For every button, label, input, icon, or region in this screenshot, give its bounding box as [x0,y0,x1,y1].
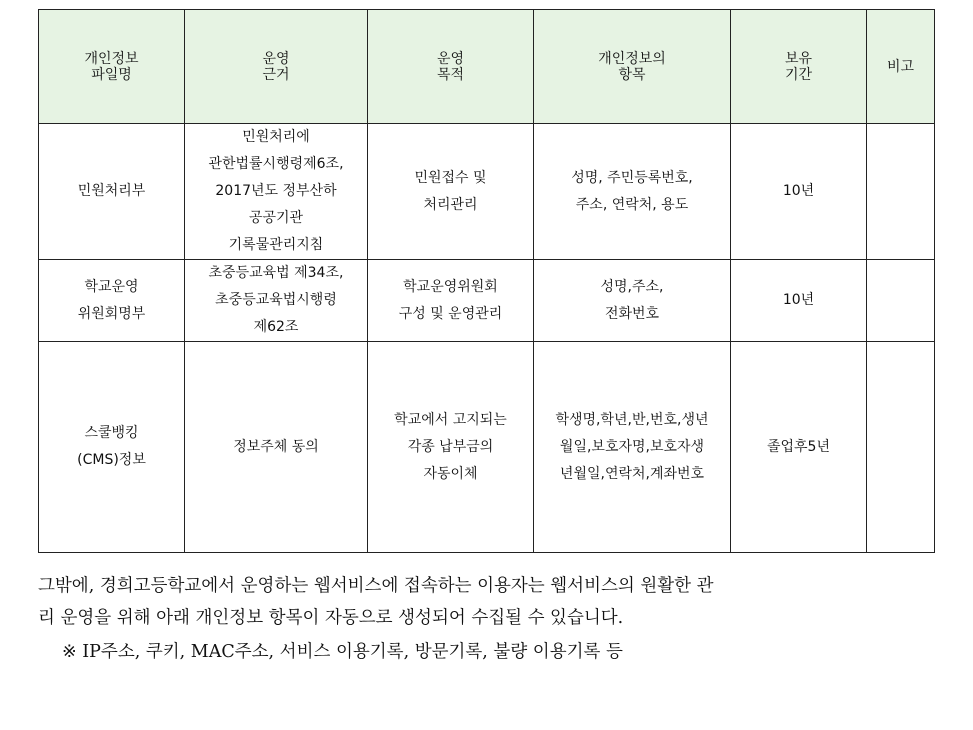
footer-paragraph-line: 그밖에, 경희고등학교에서 운영하는 웹서비스에 접속하는 이용자는 웹서비스의 원활한 관 [38,576,714,596]
cell-line: 자동이체 [423,465,478,482]
table-header-row [39,10,935,124]
cell-line: 월일,보호자명,보호자생 [559,438,705,455]
cell-line: 년월일,연락처,계좌번호 [559,465,705,482]
header-line: 기간 [784,66,813,83]
header-line: 근거 [262,66,290,83]
cell-line: 스쿨뱅킹 [84,425,139,441]
cell-retention [731,124,867,260]
footer-note: ※ IP주소, 쿠키, MAC주소, 서비스 이용기록, 방문기록, 불량 이용기록 등 [62,642,623,662]
cell-line: 제62조 [253,319,299,335]
cell-line: 민원처리에 [242,129,310,145]
table-row [39,124,935,260]
header-purpose [368,10,534,124]
cell-line: 각종 납부금의 [407,438,494,455]
header-line: 파일명 [91,66,132,83]
cell-line: 성명,주소, [600,278,664,295]
cell-line: 초중등교육법 제34조, [208,265,344,281]
cell-line: 졸업후5년 [766,438,830,455]
cell-line: 성명, 주민등록번호, [571,169,693,186]
cell-line: 학생명,학년,반,번호,생년 [555,411,709,428]
header-line: 항목 [618,66,646,83]
privacy-file-table [38,9,935,553]
footer-paragraph-line: 리 운영을 위해 아래 개인정보 항목이 자동으로 생성되어 수집될 수 있습니다. [38,608,624,628]
cell-line: 학교에서 고지되는 [394,411,507,428]
cell-basis [185,124,368,260]
cell-basis [185,342,368,553]
table-row [39,260,935,342]
cell-items [534,342,731,553]
cell-line: (CMS)정보 [77,452,146,468]
cell-line: 주소, 연락처, 용도 [575,196,689,213]
cell-purpose [368,260,534,342]
cell-file-name [39,260,185,342]
cell-purpose [368,124,534,260]
cell-line: 기록물관리지침 [228,237,324,253]
header-line: 운영 [262,50,290,67]
header-line: 운영 [436,50,465,67]
cell-line: 10년 [782,292,815,308]
header-line: 비고 [886,58,915,75]
header-retention [731,10,867,124]
header-line: 개인정보 [84,50,139,67]
cell-retention [731,342,867,553]
cell-line: 전화번호 [604,305,660,322]
cell-line: 학교운영위원회 [403,278,498,295]
header-note [867,10,935,124]
cell-line: 관한법률시행령제6조, [208,156,344,172]
cell-line: 초중등교육법시행령 [215,292,337,308]
cell-file-name [39,342,185,553]
cell-items [534,124,731,260]
cell-line: 2017년도 정부산하 [215,183,337,199]
cell-line: 정보주체 동의 [233,438,319,455]
header-file-name [39,10,185,124]
cell-line: 10년 [782,183,815,199]
cell-note [867,260,935,342]
cell-file-name [39,124,185,260]
cell-purpose [368,342,534,553]
cell-retention [731,260,867,342]
cell-line: 민원접수 및 [414,169,487,186]
header-line: 개인정보의 [598,50,666,67]
header-line: 보유 [784,50,813,67]
header-basis [185,10,368,124]
header-items [534,10,731,124]
cell-line: 처리관리 [423,196,478,213]
header-line: 목적 [436,66,465,83]
cell-line: 공공기관 [248,210,304,226]
cell-line: 민원처리부 [77,183,146,199]
cell-line: 위원회명부 [77,305,146,322]
table-row [39,342,935,553]
cell-basis [185,260,368,342]
cell-line: 학교운영 [84,278,139,295]
cell-items [534,260,731,342]
cell-note [867,342,935,553]
cell-line: 구성 및 운영관리 [398,305,503,322]
cell-note [867,124,935,260]
